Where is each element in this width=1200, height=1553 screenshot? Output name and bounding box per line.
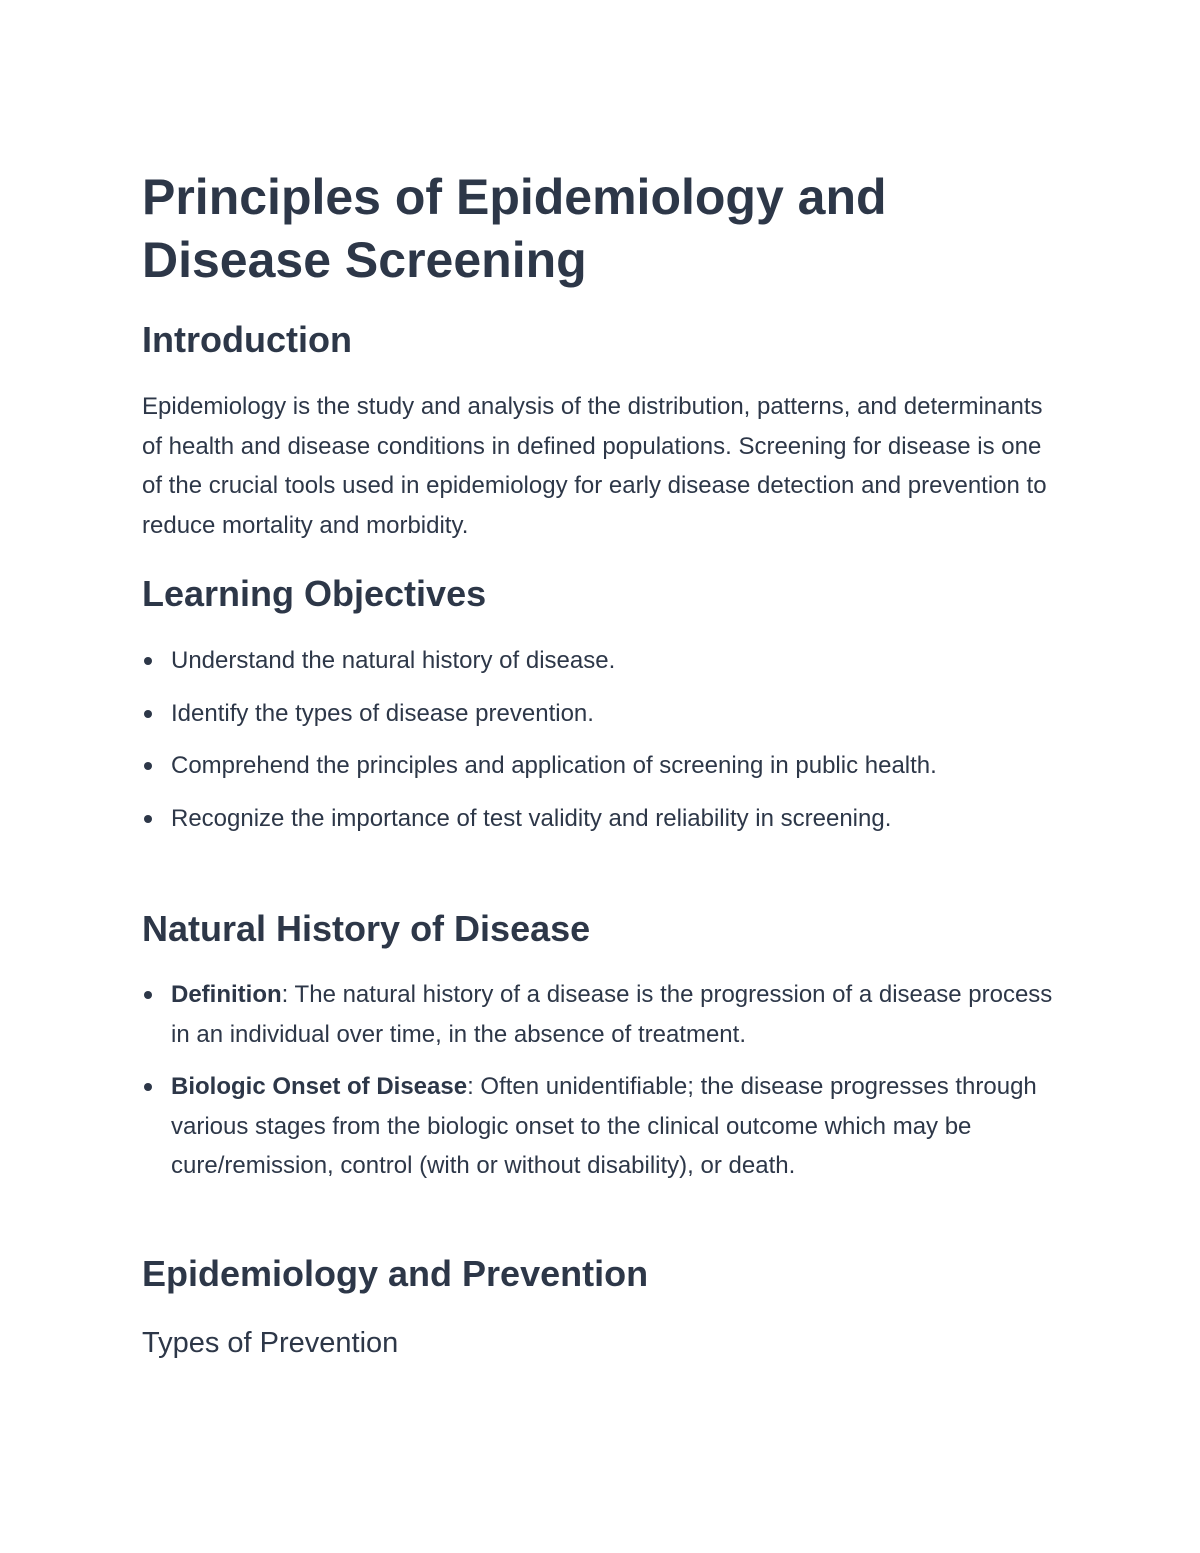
heading-natural-history: Natural History of Disease — [142, 908, 591, 949]
definition-term: Definition — [171, 981, 282, 1008]
bullet-icon — [144, 1083, 152, 1091]
list-item-text: Understand the natural history of disease. — [171, 647, 616, 674]
list-item-text: Identify the types of disease prevention. — [171, 699, 594, 727]
list-item-text: Recognize the importance of test validity and reliability in screening. — [171, 804, 892, 832]
bullet-icon — [144, 815, 152, 823]
biologic-onset-text: : Often unidentifiable; the disease progresses through various stages from the biologic onset to the clinical outcome which may be cure/remission, control (with or without disability), or death. — [171, 1073, 1037, 1179]
list-item-text: Comprehend the principles and application of screening in public health. — [171, 752, 937, 779]
heading-introduction: Introduction — [142, 319, 352, 360]
bullet-icon — [144, 710, 152, 718]
bullet-icon — [144, 991, 152, 999]
introduction-paragraph: Epidemiology is the study and analysis of the distribution, patterns, and determinants of health and disease conditions in defined populations. Screening for disease is one of the crucial tools used in epidemiology for early disease detection and prevention to reduce mortality and morbidity. — [142, 393, 1047, 539]
heading-prevention: Epidemiology and Prevention — [142, 1253, 649, 1294]
list-item — [142, 694, 1057, 734]
bullet-icon — [144, 762, 152, 770]
natural-history-list — [142, 975, 1057, 1199]
list-item — [142, 799, 1057, 839]
list-item — [142, 1067, 1057, 1186]
heading-learning-objectives: Learning Objectives — [142, 573, 487, 614]
list-item — [142, 746, 1057, 786]
definition-text: : The natural history of a disease is the progression of a disease process in an individual over time, in the absence of treatment. — [171, 981, 1053, 1048]
document-title: Principles of Epidemiology and Disease Screening — [142, 169, 887, 288]
list-item — [142, 975, 1057, 1054]
list-item — [142, 641, 1057, 681]
bullet-icon — [144, 657, 152, 665]
biologic-onset-term: Biologic Onset of Disease — [171, 1073, 468, 1100]
learning-objectives-list — [142, 641, 1057, 851]
subheading-types-of-prevention: Types of Prevention — [142, 1327, 399, 1359]
